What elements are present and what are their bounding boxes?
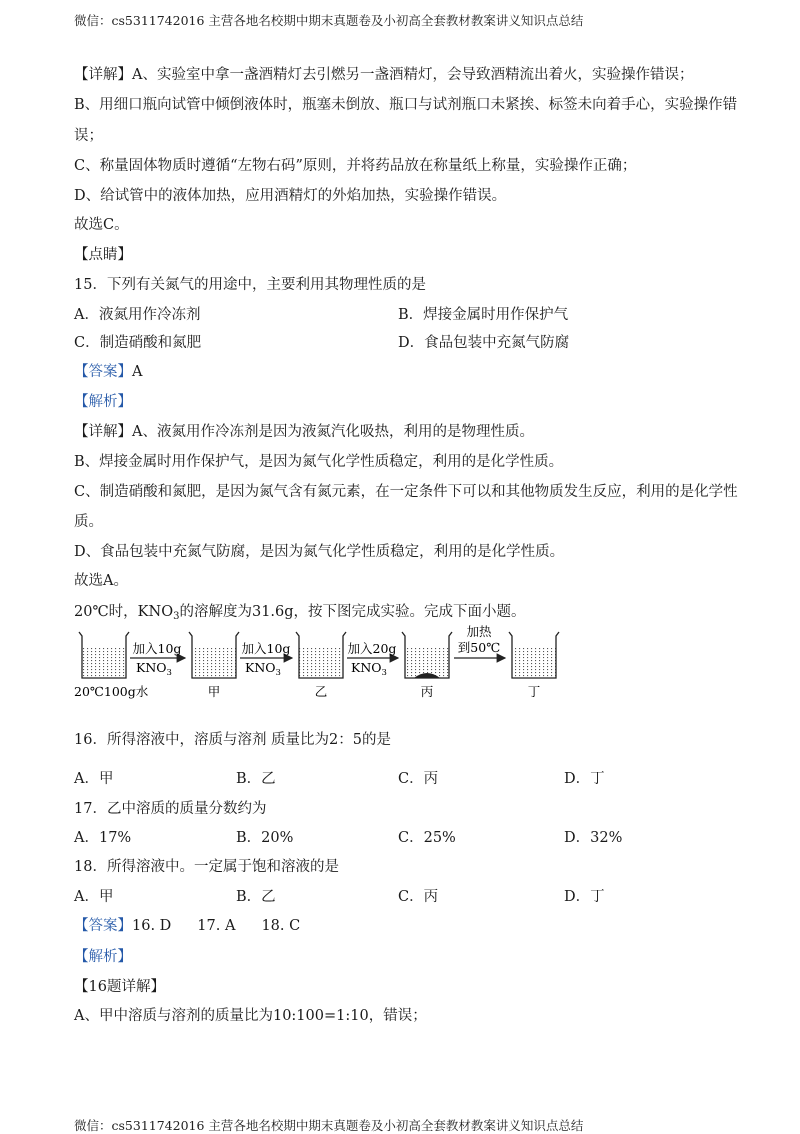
q15-detail-b: B、焊接金属时用作保护气，是因为氮气化学性质稳定，利用的是化学性质。 — [74, 454, 564, 470]
q14-detail-b-line2: 误； — [74, 128, 103, 144]
q16-option-d: D．丁 — [564, 771, 605, 787]
q14-detail-a: 【详解】A、实验室中拿一盏酒精灯去引燃另一盏酒精灯，会导致酒精流出着火，实验操作错误； — [74, 67, 694, 83]
answer-17: 17. A — [197, 918, 236, 934]
beaker-label-jia: 甲 — [207, 684, 221, 699]
q18-option-c: C．丙 — [398, 889, 439, 905]
q15-option-a: A．液氮用作冷冻剂 — [74, 307, 201, 323]
q14-review-tag: 【点睛】 — [74, 247, 132, 263]
q18-stem: 18．所得溶液中。一定属于饱和溶液的是 — [74, 859, 339, 875]
q17-option-a: A．17% — [74, 830, 132, 846]
experiment-intro — [74, 603, 526, 621]
beaker-label-yi: 乙 — [314, 684, 328, 699]
q14-detail-d: D、给试管中的液体加热，应用酒精灯的外焰加热，实验操作错误。 — [74, 188, 507, 204]
q15-analysis-tag: 【解析】 — [74, 394, 132, 410]
beaker-yi — [296, 632, 346, 678]
q14-choose: 故选C。 — [74, 217, 129, 233]
arrow-2-top-label: 加入10g — [241, 641, 291, 656]
solution-ding — [512, 648, 556, 678]
q15-answer — [74, 363, 142, 381]
arrow-3-bottom-label: $KNO_3$ — [351, 660, 387, 678]
solution-start — [82, 648, 126, 678]
intro-post: 的溶解度为31.6g，按下图完成实验。完成下面小题。 — [179, 604, 526, 620]
q15-detail-c-line2: 质。 — [74, 514, 103, 530]
q16-detail-tag: 【16题详解】 — [74, 979, 165, 995]
q14-detail-b-line1: B、用细口瓶向试管中倾倒液体时，瓶塞未倒放、瓶口与试剂瓶口未紧挨、标签未向着手心，实验操作错 — [74, 97, 738, 113]
arrow-2-bottom-label: $KNO_3$ — [245, 660, 281, 678]
q18-option-b: B．乙 — [236, 889, 276, 905]
q17-option-d: D．32% — [564, 830, 623, 846]
q15-option-b: B．焊接金属时用作保护气 — [398, 307, 569, 323]
q16-option-a: A．甲 — [74, 771, 114, 787]
q17-option-b: B．20% — [236, 830, 294, 846]
intro-pre: 20℃时，KNO — [74, 604, 174, 620]
beaker-ding — [509, 632, 559, 678]
arrow-4-top-label: 加热 — [466, 624, 492, 639]
page-footer: 微信：cs5311742016 主营各地名校期中期末真题卷及小初高全套教材教案讲义知识点总结 — [74, 1118, 584, 1133]
beaker-label-ding: 丁 — [527, 684, 541, 699]
group-answer-tag: 【答案】 — [74, 918, 132, 934]
q17-stem: 17．乙中溶质的质量分数约为 — [74, 801, 267, 817]
q15-detail-c-line1: C、制造硝酸和氮肥，是因为氮气含有氮元素，在一定条件下可以和其他物质发生反应，利用的是化学性 — [74, 484, 738, 500]
start-label: 20℃100g水 — [74, 684, 149, 699]
group-answers — [74, 917, 300, 935]
arrow-4-bottom-label: 到50℃ — [457, 640, 501, 655]
q15-choose: 故选A。 — [74, 573, 128, 589]
q16-detail-a: A、甲中溶质与溶剂的质量比为10:100=1:10，错误； — [74, 1008, 427, 1024]
intro-sub: 3 — [173, 611, 180, 622]
q15-option-c: C．制造硝酸和氮肥 — [74, 335, 202, 351]
experiment-diagram — [70, 620, 590, 706]
answer-18: 18. C — [261, 918, 301, 934]
beaker-jia — [189, 632, 239, 678]
answer-16: 16. D — [132, 918, 172, 934]
q17-option-c: C．25% — [398, 830, 456, 846]
beaker-label-bing: 丙 — [420, 684, 434, 699]
q15-answer-value: A — [132, 364, 143, 380]
arrow-1-bottom-label: $KNO_3$ — [136, 660, 172, 678]
q16-option-c: C．丙 — [398, 771, 439, 787]
beaker-bing — [402, 632, 452, 678]
beaker-start — [79, 632, 129, 678]
q15-detail-d: D、食品包装中充氮气防腐，是因为氮气化学性质稳定，利用的是化学性质。 — [74, 544, 565, 560]
q15-option-d: D．食品包装中充氮气防腐 — [398, 335, 570, 351]
q14-detail-c: C、称量固体物质时遵循“左物右码”原则，并将药品放在称量纸上称量，实验操作正确； — [74, 158, 637, 174]
q15-answer-tag: 【答案】 — [74, 364, 132, 380]
page-header: 微信：cs5311742016 主营各地名校期中期末真题卷及小初高全套教材教案讲义知识点总结 — [74, 13, 584, 28]
q16-option-b: B．乙 — [236, 771, 276, 787]
q18-option-d: D．丁 — [564, 889, 605, 905]
q16-stem: 16．所得溶液中，溶质与溶剂 质量比为2：5的是 — [74, 732, 392, 748]
solution-yi — [299, 648, 343, 678]
group-analysis-tag: 【解析】 — [74, 949, 132, 965]
arrow-3-top-label: 加入20g — [347, 641, 397, 656]
q15-stem: 15．下列有关氮气的用途中，主要利用其物理性质的是 — [74, 277, 426, 293]
q15-detail-a: 【详解】A、液氮用作冷冻剂是因为液氮汽化吸热，利用的是物理性质。 — [74, 424, 534, 440]
q18-option-a: A．甲 — [74, 889, 114, 905]
solution-jia — [192, 648, 236, 678]
arrow-1-top-label: 加入10g — [132, 641, 182, 656]
